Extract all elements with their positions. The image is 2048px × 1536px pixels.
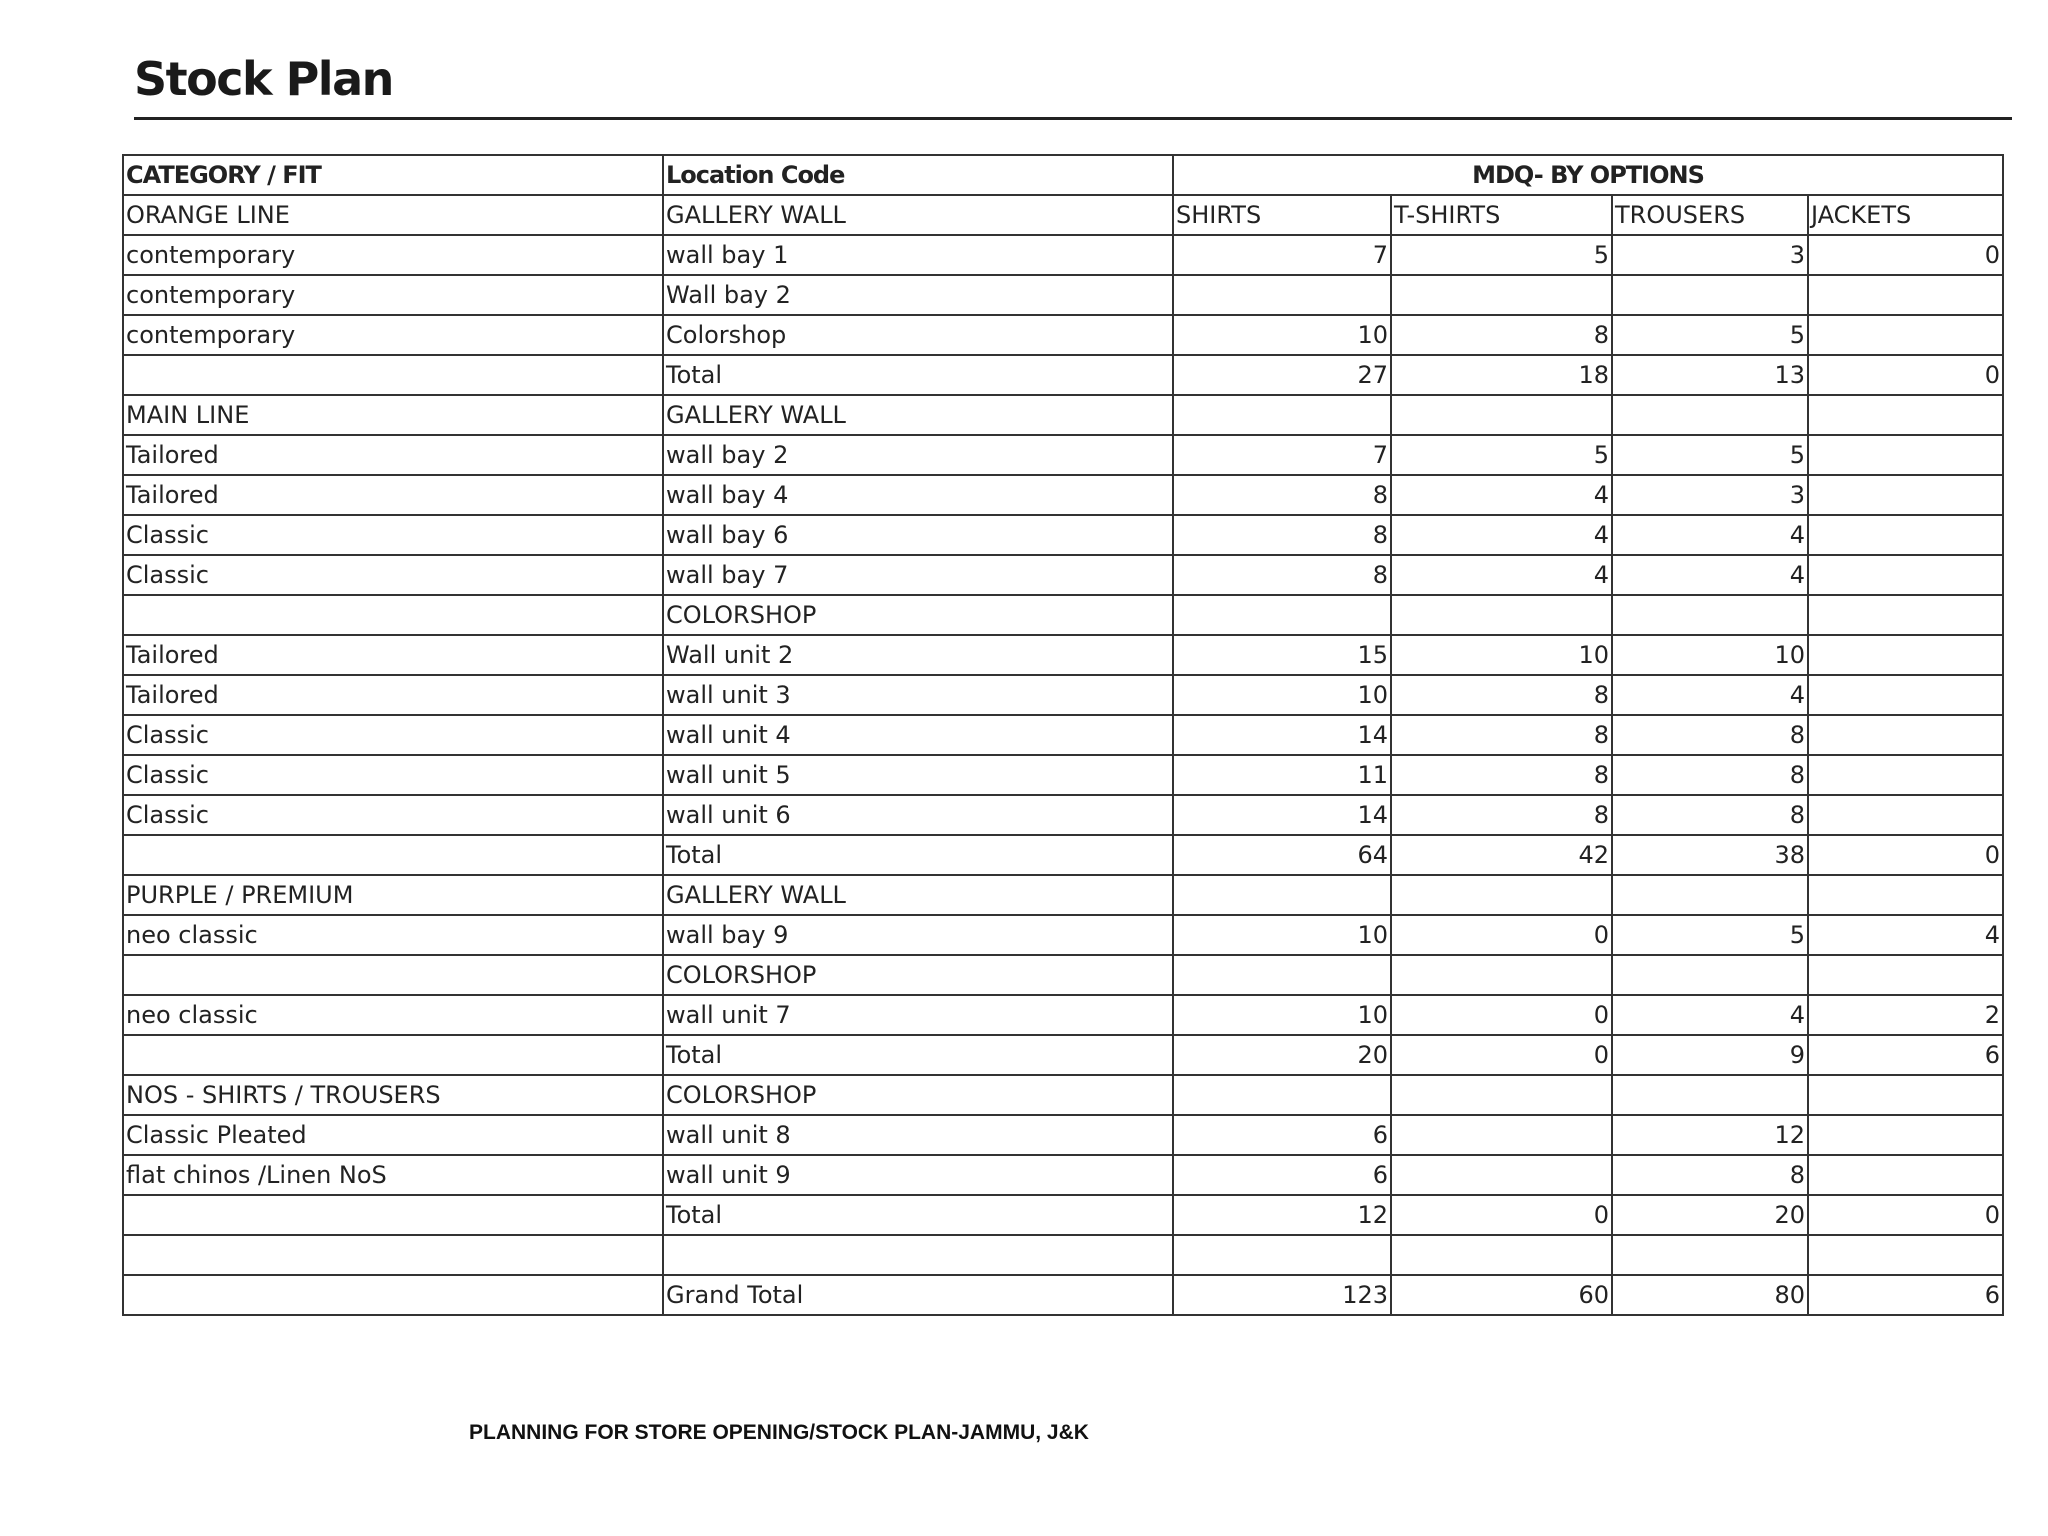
category-cell <box>123 955 663 995</box>
trousers-cell <box>1612 1075 1808 1115</box>
location-cell: wall unit 4 <box>663 715 1173 755</box>
tshirts-cell: 0 <box>1391 1035 1612 1075</box>
tshirts-cell: T-SHIRTS <box>1391 195 1612 235</box>
shirts-cell <box>1173 1235 1391 1275</box>
table-row <box>123 755 2003 795</box>
category-cell: Tailored <box>123 635 663 675</box>
shirts-cell: 8 <box>1173 555 1391 595</box>
tshirts-cell <box>1391 875 1612 915</box>
location-cell: Grand Total <box>663 1275 1173 1315</box>
tshirts-cell: 4 <box>1391 475 1612 515</box>
trousers-cell <box>1612 955 1808 995</box>
jackets-cell: 2 <box>1808 995 2003 1035</box>
category-cell <box>123 355 663 395</box>
jackets-cell <box>1808 1155 2003 1195</box>
jackets-cell: 0 <box>1808 355 2003 395</box>
trousers-cell: 4 <box>1612 555 1808 595</box>
location-cell: Total <box>663 355 1173 395</box>
location-cell: COLORSHOP <box>663 1075 1173 1115</box>
table-row <box>123 1035 2003 1075</box>
jackets-cell: 6 <box>1808 1275 2003 1315</box>
trousers-cell: 4 <box>1612 515 1808 555</box>
tshirts-cell: 4 <box>1391 555 1612 595</box>
tshirts-cell: 42 <box>1391 835 1612 875</box>
shirts-cell: 7 <box>1173 435 1391 475</box>
table-row <box>123 395 2003 435</box>
page-title: Stock Plan <box>134 52 393 106</box>
tshirts-cell: 0 <box>1391 995 1612 1035</box>
shirts-cell: 6 <box>1173 1155 1391 1195</box>
shirts-cell <box>1173 395 1391 435</box>
tshirts-cell <box>1391 1075 1612 1115</box>
trousers-cell: 10 <box>1612 635 1808 675</box>
location-cell: Total <box>663 1195 1173 1235</box>
table-row <box>123 475 2003 515</box>
location-cell <box>663 1235 1173 1275</box>
table-row <box>123 1195 2003 1235</box>
tshirts-cell: 60 <box>1391 1275 1612 1315</box>
tshirts-cell: 8 <box>1391 315 1612 355</box>
table-row <box>123 1115 2003 1155</box>
shirts-cell <box>1173 955 1391 995</box>
category-cell: MAIN LINE <box>123 395 663 435</box>
shirts-cell: 27 <box>1173 355 1391 395</box>
trousers-cell: 38 <box>1612 835 1808 875</box>
trousers-cell: 8 <box>1612 795 1808 835</box>
shirts-cell: 7 <box>1173 235 1391 275</box>
tshirts-cell <box>1391 1115 1612 1155</box>
tshirts-cell: 8 <box>1391 755 1612 795</box>
location-cell: Wall unit 2 <box>663 635 1173 675</box>
header-mdq: MDQ- BY OPTIONS <box>1173 155 2003 195</box>
title-divider <box>134 117 2012 120</box>
header-category: CATEGORY / FIT <box>123 155 663 195</box>
shirts-cell: 123 <box>1173 1275 1391 1315</box>
trousers-cell <box>1612 1235 1808 1275</box>
shirts-cell: 10 <box>1173 675 1391 715</box>
table-row <box>123 795 2003 835</box>
location-cell: wall unit 5 <box>663 755 1173 795</box>
table-row <box>123 1075 2003 1115</box>
shirts-cell: 10 <box>1173 315 1391 355</box>
jackets-cell <box>1808 875 2003 915</box>
category-cell: Classic Pleated <box>123 1115 663 1155</box>
shirts-cell <box>1173 1075 1391 1115</box>
document-footer: PLANNING FOR STORE OPENING/STOCK PLAN-JAMMU, J&K <box>469 1421 1089 1444</box>
jackets-cell <box>1808 635 2003 675</box>
table-row <box>123 595 2003 635</box>
shirts-cell <box>1173 275 1391 315</box>
jackets-cell <box>1808 515 2003 555</box>
jackets-cell <box>1808 595 2003 635</box>
jackets-cell: 6 <box>1808 1035 2003 1075</box>
trousers-cell: 3 <box>1612 235 1808 275</box>
jackets-cell: 4 <box>1808 915 2003 955</box>
table-row <box>123 635 2003 675</box>
table-row <box>123 275 2003 315</box>
category-cell: Classic <box>123 515 663 555</box>
table-row <box>123 995 2003 1035</box>
location-cell: wall bay 2 <box>663 435 1173 475</box>
table-row <box>123 435 2003 475</box>
category-cell <box>123 1195 663 1235</box>
shirts-cell: 10 <box>1173 995 1391 1035</box>
header-location: Location Code <box>663 155 1173 195</box>
location-cell: COLORSHOP <box>663 595 1173 635</box>
category-cell: Tailored <box>123 435 663 475</box>
tshirts-cell <box>1391 955 1612 995</box>
shirts-cell: 14 <box>1173 715 1391 755</box>
jackets-cell <box>1808 475 2003 515</box>
trousers-cell: 8 <box>1612 1155 1808 1195</box>
table-row <box>123 195 2003 235</box>
trousers-cell: TROUSERS <box>1612 195 1808 235</box>
shirts-cell: 15 <box>1173 635 1391 675</box>
tshirts-cell <box>1391 1235 1612 1275</box>
jackets-cell <box>1808 795 2003 835</box>
category-cell: Classic <box>123 795 663 835</box>
jackets-cell <box>1808 755 2003 795</box>
trousers-cell: 8 <box>1612 755 1808 795</box>
location-cell: wall bay 7 <box>663 555 1173 595</box>
trousers-cell: 5 <box>1612 315 1808 355</box>
tshirts-cell: 5 <box>1391 435 1612 475</box>
shirts-cell: SHIRTS <box>1173 195 1391 235</box>
category-cell <box>123 1275 663 1315</box>
jackets-cell: 0 <box>1808 1195 2003 1235</box>
tshirts-cell <box>1391 595 1612 635</box>
category-cell: neo classic <box>123 915 663 955</box>
category-cell: Classic <box>123 715 663 755</box>
table-row <box>123 915 2003 955</box>
tshirts-cell: 18 <box>1391 355 1612 395</box>
trousers-cell: 5 <box>1612 915 1808 955</box>
location-cell: wall unit 6 <box>663 795 1173 835</box>
trousers-cell <box>1612 275 1808 315</box>
stock-plan-table-body <box>123 155 2003 1315</box>
jackets-cell <box>1808 555 2003 595</box>
shirts-cell: 12 <box>1173 1195 1391 1235</box>
jackets-cell <box>1808 1235 2003 1275</box>
table-row <box>123 835 2003 875</box>
tshirts-cell <box>1391 1155 1612 1195</box>
jackets-cell <box>1808 675 2003 715</box>
category-cell: contemporary <box>123 315 663 355</box>
category-cell: ORANGE LINE <box>123 195 663 235</box>
shirts-cell: 8 <box>1173 515 1391 555</box>
trousers-cell <box>1612 875 1808 915</box>
jackets-cell <box>1808 955 2003 995</box>
table-row <box>123 555 2003 595</box>
trousers-cell: 20 <box>1612 1195 1808 1235</box>
tshirts-cell: 8 <box>1391 715 1612 755</box>
trousers-cell: 12 <box>1612 1115 1808 1155</box>
trousers-cell <box>1612 595 1808 635</box>
tshirts-cell: 8 <box>1391 675 1612 715</box>
location-cell: GALLERY WALL <box>663 875 1173 915</box>
jackets-cell <box>1808 435 2003 475</box>
location-cell: wall bay 1 <box>663 235 1173 275</box>
category-cell: Tailored <box>123 475 663 515</box>
table-row <box>123 1155 2003 1195</box>
shirts-cell: 20 <box>1173 1035 1391 1075</box>
tshirts-cell: 0 <box>1391 1195 1612 1235</box>
category-cell: flat chinos /Linen NoS <box>123 1155 663 1195</box>
location-cell: wall unit 3 <box>663 675 1173 715</box>
tshirts-cell: 4 <box>1391 515 1612 555</box>
category-cell: PURPLE / PREMIUM <box>123 875 663 915</box>
location-cell: Colorshop <box>663 315 1173 355</box>
table-row <box>123 675 2003 715</box>
table-row <box>123 355 2003 395</box>
category-cell <box>123 1235 663 1275</box>
tshirts-cell <box>1391 275 1612 315</box>
table-row <box>123 235 2003 275</box>
location-cell: COLORSHOP <box>663 955 1173 995</box>
shirts-cell: 6 <box>1173 1115 1391 1155</box>
trousers-cell: 3 <box>1612 475 1808 515</box>
tshirts-cell: 5 <box>1391 235 1612 275</box>
tshirts-cell: 0 <box>1391 915 1612 955</box>
location-cell: GALLERY WALL <box>663 395 1173 435</box>
shirts-cell <box>1173 595 1391 635</box>
location-cell: wall bay 6 <box>663 515 1173 555</box>
location-cell: Total <box>663 1035 1173 1075</box>
category-cell <box>123 1035 663 1075</box>
tshirts-cell: 8 <box>1391 795 1612 835</box>
stock-plan-table <box>122 154 2004 1316</box>
jackets-cell <box>1808 275 2003 315</box>
trousers-cell: 13 <box>1612 355 1808 395</box>
jackets-cell <box>1808 395 2003 435</box>
table-row <box>123 315 2003 355</box>
category-cell: Classic <box>123 555 663 595</box>
shirts-cell <box>1173 875 1391 915</box>
trousers-cell: 4 <box>1612 675 1808 715</box>
shirts-cell: 8 <box>1173 475 1391 515</box>
shirts-cell: 14 <box>1173 795 1391 835</box>
trousers-cell: 80 <box>1612 1275 1808 1315</box>
category-cell: neo classic <box>123 995 663 1035</box>
shirts-cell: 10 <box>1173 915 1391 955</box>
jackets-cell: 0 <box>1808 835 2003 875</box>
table-row <box>123 715 2003 755</box>
shirts-cell: 11 <box>1173 755 1391 795</box>
table-row <box>123 955 2003 995</box>
jackets-cell <box>1808 1075 2003 1115</box>
category-cell: contemporary <box>123 235 663 275</box>
tshirts-cell <box>1391 395 1612 435</box>
location-cell: wall bay 4 <box>663 475 1173 515</box>
category-cell: contemporary <box>123 275 663 315</box>
location-cell: wall unit 9 <box>663 1155 1173 1195</box>
tshirts-cell: 10 <box>1391 635 1612 675</box>
trousers-cell: 4 <box>1612 995 1808 1035</box>
jackets-cell <box>1808 715 2003 755</box>
trousers-cell: 9 <box>1612 1035 1808 1075</box>
table-row <box>123 1275 2003 1315</box>
trousers-cell: 5 <box>1612 435 1808 475</box>
jackets-cell: 0 <box>1808 235 2003 275</box>
jackets-cell <box>1808 1115 2003 1155</box>
table-row <box>123 1235 2003 1275</box>
category-cell <box>123 595 663 635</box>
table-row <box>123 515 2003 555</box>
category-cell: Classic <box>123 755 663 795</box>
location-cell: wall unit 8 <box>663 1115 1173 1155</box>
location-cell: wall bay 9 <box>663 915 1173 955</box>
location-cell: wall unit 7 <box>663 995 1173 1035</box>
shirts-cell: 64 <box>1173 835 1391 875</box>
jackets-cell <box>1808 315 2003 355</box>
table-header-row <box>123 155 2003 195</box>
location-cell: GALLERY WALL <box>663 195 1173 235</box>
trousers-cell: 8 <box>1612 715 1808 755</box>
location-cell: Wall bay 2 <box>663 275 1173 315</box>
category-cell: Tailored <box>123 675 663 715</box>
trousers-cell <box>1612 395 1808 435</box>
jackets-cell: JACKETS <box>1808 195 2003 235</box>
table-row <box>123 875 2003 915</box>
category-cell <box>123 835 663 875</box>
location-cell: Total <box>663 835 1173 875</box>
category-cell: NOS - SHIRTS / TROUSERS <box>123 1075 663 1115</box>
